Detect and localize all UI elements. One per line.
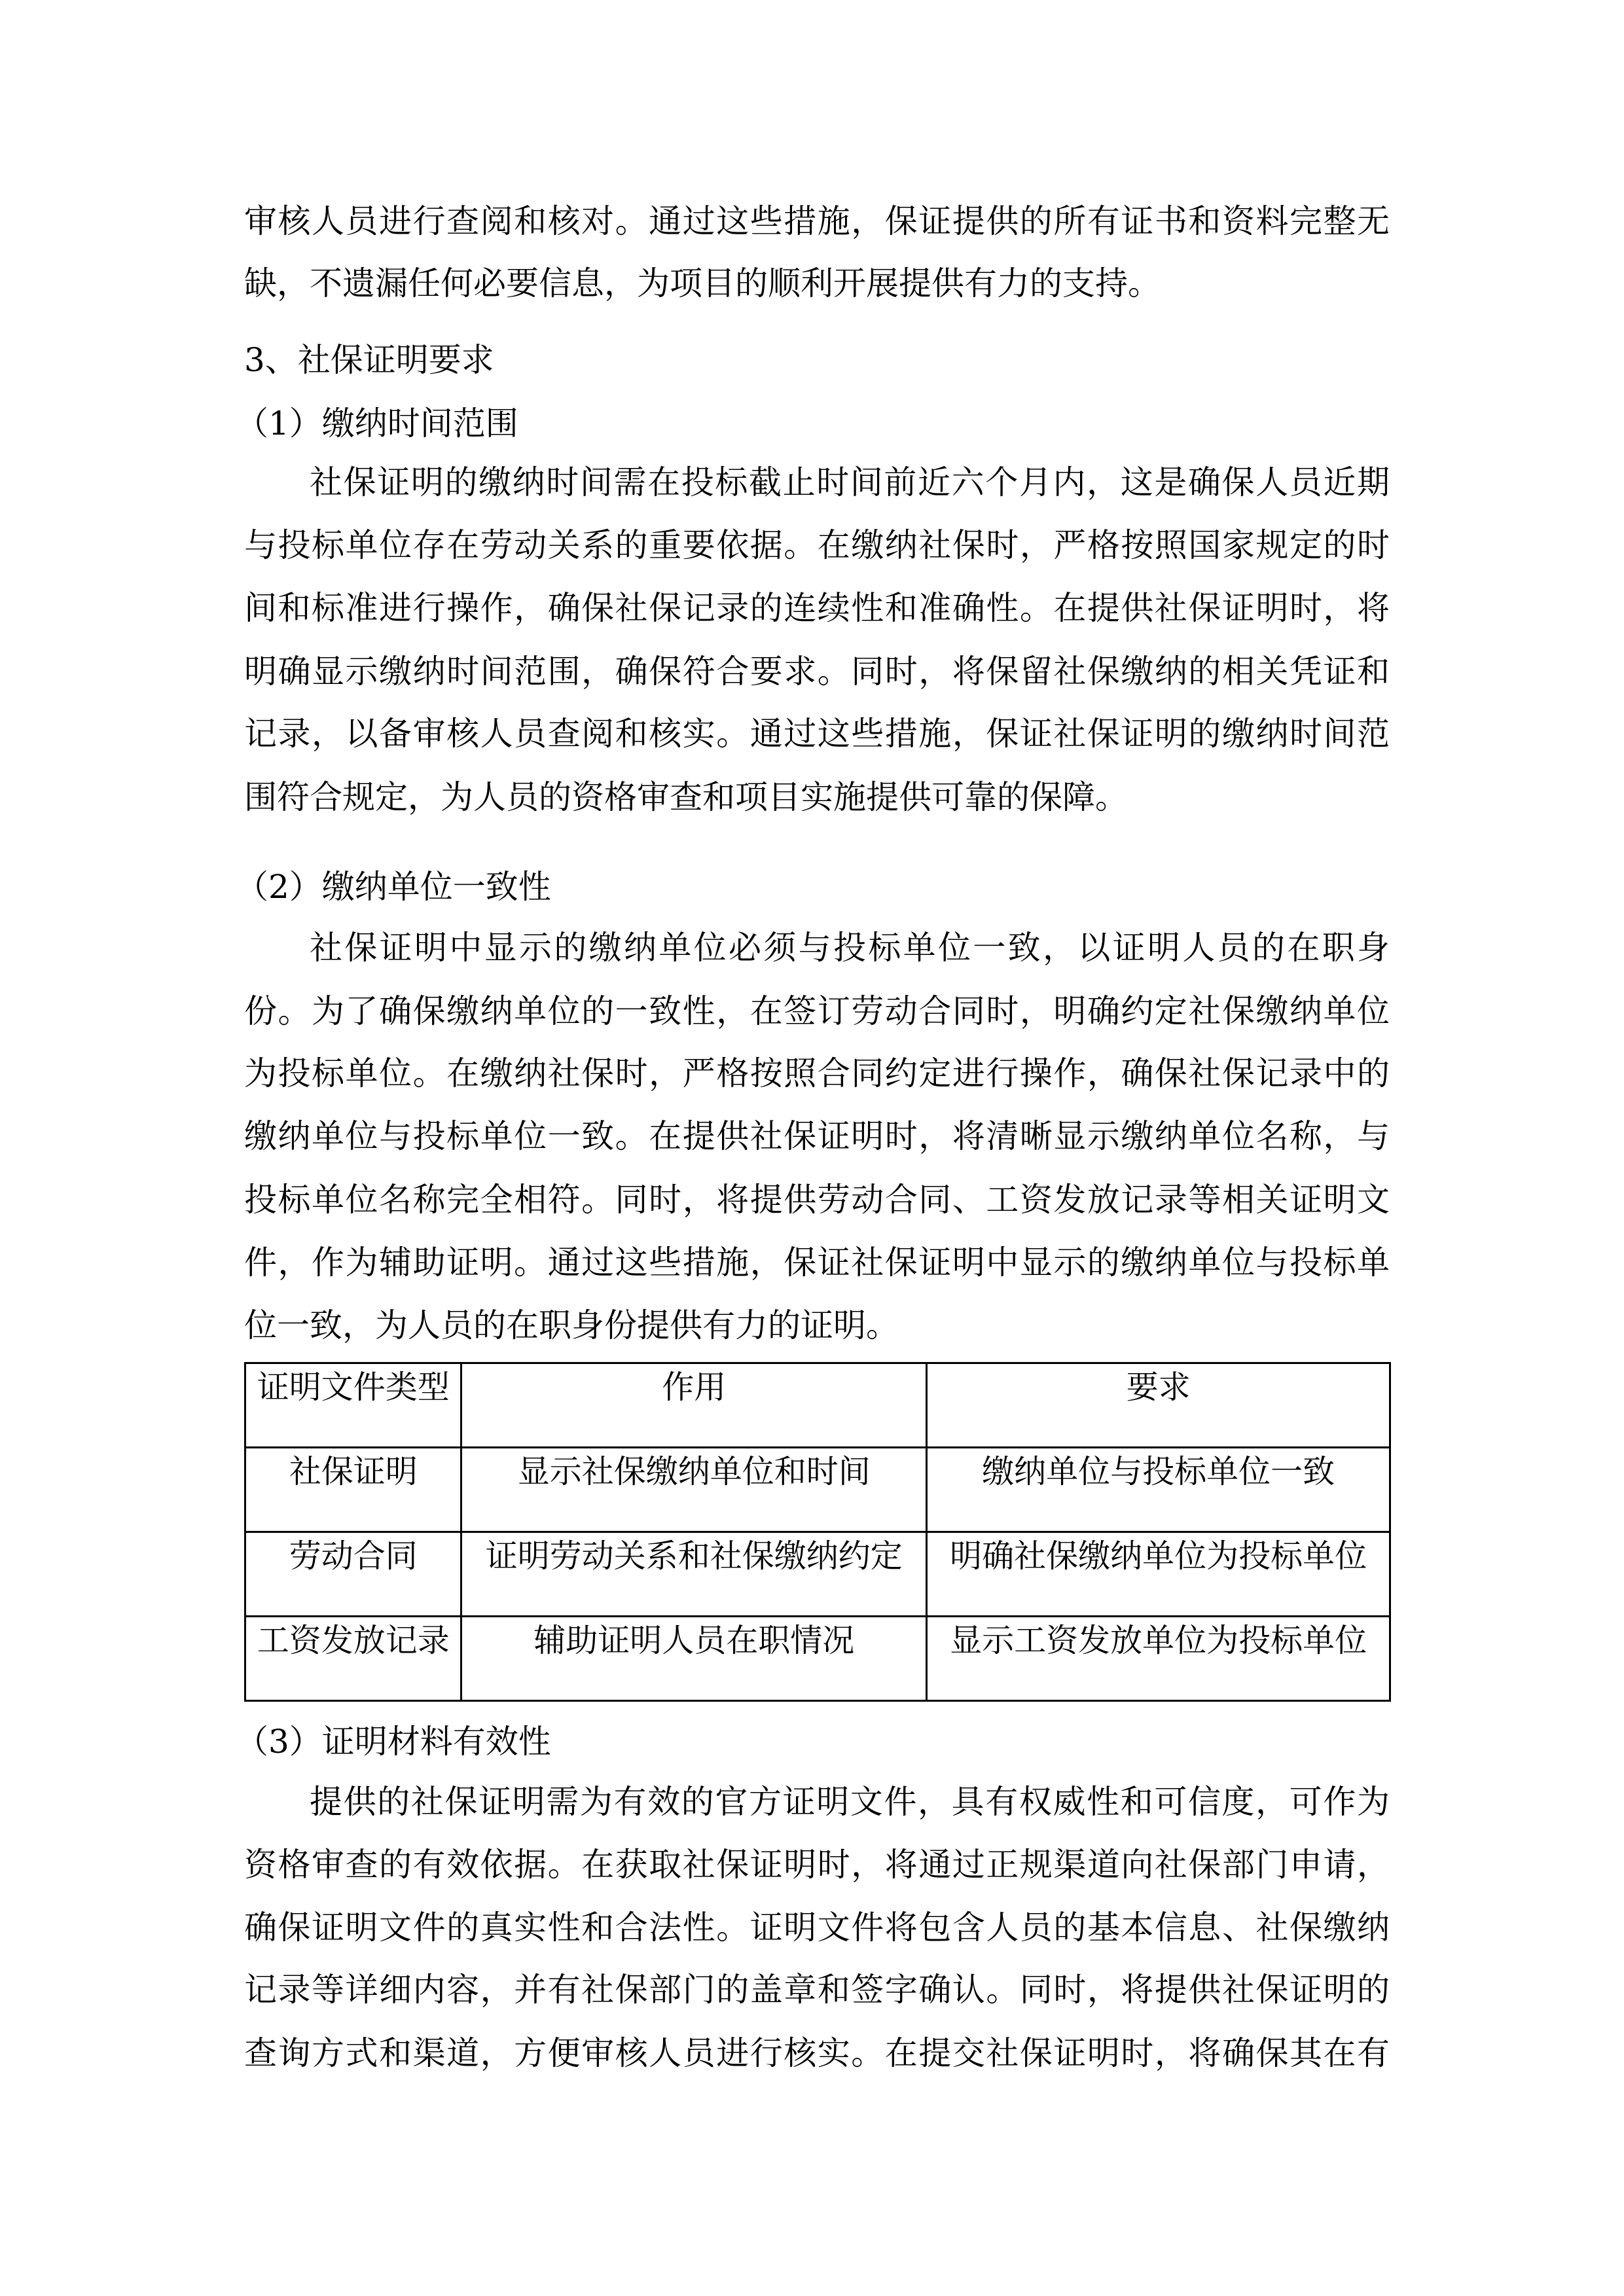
- table-cell: 社保证明: [245, 1448, 461, 1532]
- table-cell: 工资发放记录: [245, 1617, 461, 1701]
- text-line: 提供的社保证明需为有效的官方证明文件，具有权威性和可信度，可作为: [310, 1783, 1390, 1821]
- table-cell: 显示社保缴纳单位和时间: [461, 1448, 927, 1532]
- text-line: 明确显示缴纳时间范围，确保符合要求。同时，将保留社保缴纳的相关凭证和: [244, 653, 1390, 691]
- table-cell: 显示工资发放单位为投标单位: [927, 1617, 1390, 1701]
- text-line: 资格审查的有效依据。在获取社保证明时，将通过正规渠道向社保部门申请，: [244, 1846, 1390, 1884]
- table-cell: 证明劳动关系和社保缴纳约定: [461, 1532, 927, 1617]
- table-cell: 明确社保缴纳单位为投标单位: [927, 1532, 1390, 1617]
- table-header-row: [245, 1363, 1390, 1448]
- text-line: 查询方式和渠道，方便审核人员进行核实。在提交社保证明时，将确保其在有: [244, 2034, 1390, 2072]
- table-row: [245, 1448, 1390, 1532]
- text-line: 缴纳单位与投标单位一致。在提供社保证明时，将清晰显示缴纳单位名称，与: [244, 1117, 1390, 1155]
- table-cell: 缴纳单位与投标单位一致: [927, 1448, 1390, 1532]
- text-line: 份。为了确保缴纳单位的一致性，在签订劳动合同时，明确约定社保缴纳单位: [244, 992, 1390, 1030]
- section-heading: 3、社保证明要求: [244, 341, 494, 379]
- text-line: 社保证明的缴纳时间需在投标截止时间前近六个月内，这是确保人员近期: [310, 463, 1390, 501]
- table-row: [245, 1532, 1390, 1617]
- text-line: 间和标准进行操作，确保社保记录的连续性和准确性。在提供社保证明时，将: [244, 589, 1390, 627]
- text-line: 位一致，为人员的在职身份提供有力的证明。: [244, 1306, 899, 1344]
- text-line: 与投标单位存在劳动关系的重要依据。在缴纳社保时，严格按照国家规定的时: [244, 526, 1390, 564]
- text-line: 投标单位名称完全相符。同时，将提供劳动合同、工资发放记录等相关证明文: [244, 1181, 1390, 1219]
- subsection-title-3: （3）证明材料有效性: [236, 1723, 551, 1761]
- subsection-title-1: （1）缴纳时间范围: [236, 404, 518, 442]
- text-line: 社保证明中显示的缴纳单位必须与投标单位一致，以证明人员的在职身: [310, 929, 1390, 967]
- text-line: 围符合规定，为人员的资格审查和项目实施提供可靠的保障。: [244, 778, 1128, 816]
- text-line: 缺，不遗漏任何必要信息，为项目的顺利开展提供有力的支持。: [244, 264, 1161, 302]
- table-header-cell: 作用: [461, 1363, 927, 1448]
- table-cell: 劳动合同: [245, 1532, 461, 1617]
- text-line: 为投标单位。在缴纳社保时，严格按照合同约定进行操作，确保社保记录中的: [244, 1054, 1390, 1092]
- table-cell: 辅助证明人员在职情况: [461, 1617, 927, 1701]
- document-table: [244, 1362, 1391, 1702]
- text-line: 记录等详细内容，并有社保部门的盖章和签字确认。同时，将提供社保证明的: [244, 1971, 1390, 2009]
- table-row: [245, 1617, 1390, 1701]
- subsection-title-2: （2）缴纳单位一致性: [236, 868, 551, 906]
- text-line: 件，作为辅助证明。通过这些措施，保证社保证明中显示的缴纳单位与投标单: [244, 1244, 1390, 1282]
- text-line: 审核人员进行查阅和核对。通过这些措施，保证提供的所有证书和资料完整无: [244, 202, 1390, 240]
- text-line: 记录，以备审核人员查阅和核实。通过这些措施，保证社保证明的缴纳时间范: [244, 715, 1390, 753]
- table-header-cell: 证明文件类型: [245, 1363, 461, 1448]
- text-line: 确保证明文件的真实性和合法性。证明文件将包含人员的基本信息、社保缴纳: [244, 1909, 1390, 1946]
- table-header-cell: 要求: [927, 1363, 1390, 1448]
